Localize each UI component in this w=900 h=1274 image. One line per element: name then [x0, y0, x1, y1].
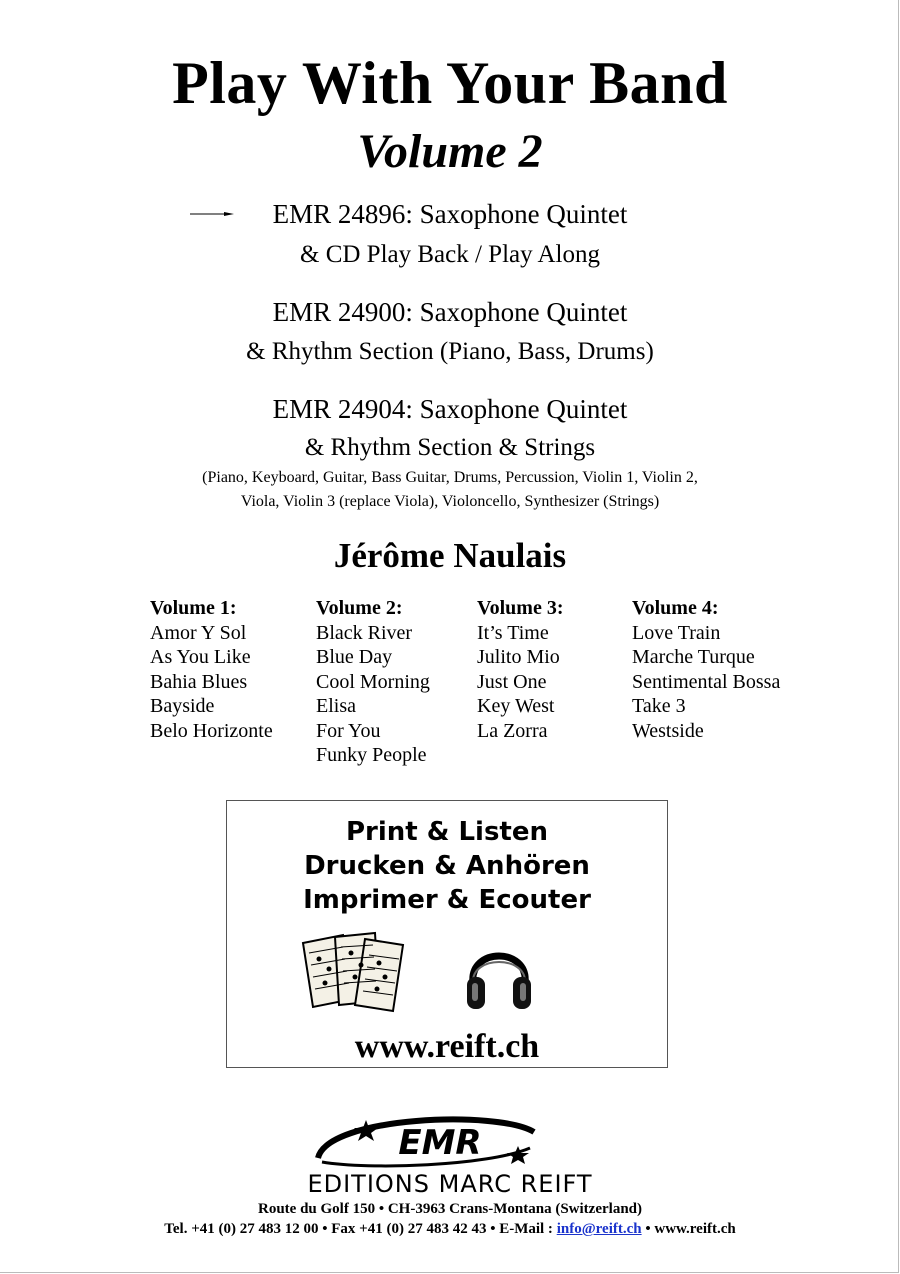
list-item: As You Like	[150, 646, 251, 668]
instruments-line-2: Viola, Violin 3 (replace Viola), Violoncello, Synthesizer (Strings)	[240, 493, 660, 510]
volume-3-list	[477, 596, 563, 743]
edition-3-detail: & Rhythm Section & Strings	[304, 434, 596, 461]
email-link[interactable]: info@reift.ch	[556, 1221, 642, 1237]
list-item: Key West	[477, 695, 555, 717]
list-item: Sentimental Bossa	[632, 670, 781, 693]
list-item: Black River	[316, 621, 413, 644]
print-listen-box	[226, 800, 668, 1068]
list-item: Belo Horizonte	[150, 719, 273, 742]
volume-4-list	[632, 596, 780, 743]
headphones-icon	[463, 931, 535, 1015]
composer-name: Jérôme Naulais	[333, 536, 567, 575]
volume-1-heading: Volume 1:	[150, 597, 237, 619]
promo-line-french: Imprimer & Ecouter	[303, 885, 591, 915]
list-item: Take 3	[632, 695, 686, 717]
list-item: Funky People	[316, 744, 427, 766]
edition-3-code: EMR 24904: Saxophone Quintet	[272, 394, 628, 424]
volume-3-heading: Volume 3:	[477, 597, 564, 619]
page-subtitle: Volume 2	[357, 125, 543, 178]
edition-2-detail: & Rhythm Section (Piano, Bass, Drums)	[246, 338, 654, 365]
list-item: La Zorra	[477, 719, 548, 742]
contact-phone-fax: Tel. +41 (0) 27 483 12 00 • Fax +41 (0) 27 483 42 43 • E-Mail :	[164, 1221, 557, 1237]
publisher-name: EDITIONS MARC REIFT	[307, 1170, 593, 1198]
list-item: Amor Y Sol	[150, 621, 247, 644]
contact-website[interactable]: • www.reift.ch	[641, 1221, 736, 1237]
list-item: Love Train	[632, 621, 721, 644]
emr-logo	[308, 1108, 548, 1174]
volume-2-heading: Volume 2:	[316, 597, 403, 619]
list-item: Julito Mio	[477, 646, 560, 668]
list-item: It’s Time	[477, 621, 549, 644]
list-item: Cool Morning	[316, 670, 430, 693]
list-item: Blue Day	[316, 646, 393, 668]
list-item: Bayside	[150, 695, 215, 717]
publisher-contact	[0, 1219, 900, 1239]
list-item: Just One	[477, 670, 547, 693]
edition-2-code: EMR 24900: Saxophone Quintet	[272, 297, 628, 327]
volume-1-list	[150, 596, 273, 743]
publisher-address: Route du Golf 150 • CH-3963 Crans-Montana (Switzerland)	[258, 1201, 642, 1217]
promo-line-english: Print & Listen	[345, 817, 549, 847]
list-item: Elisa	[316, 695, 356, 717]
edition-1-detail: & CD Play Back / Play Along	[300, 241, 600, 268]
instruments-line-1: (Piano, Keyboard, Guitar, Bass Guitar, Drums, Percussion, Violin 1, Violin 2,	[202, 469, 698, 486]
list-item: Bahia Blues	[150, 670, 248, 693]
list-item: Westside	[632, 719, 704, 742]
sheet-music-icon	[299, 929, 411, 1013]
list-item: Marche Turque	[632, 646, 755, 668]
volume-2-list	[316, 596, 430, 768]
page-title: Play With Your Band	[172, 50, 728, 116]
promo-website[interactable]: www.reift.ch	[354, 1028, 540, 1065]
svg-text:EMR: EMR	[398, 1123, 482, 1163]
list-item: For You	[316, 719, 381, 742]
volume-4-heading: Volume 4:	[632, 597, 719, 619]
promo-line-german: Drucken & Anhören	[304, 851, 590, 881]
edition-1-code: EMR 24896: Saxophone Quintet	[272, 199, 628, 229]
